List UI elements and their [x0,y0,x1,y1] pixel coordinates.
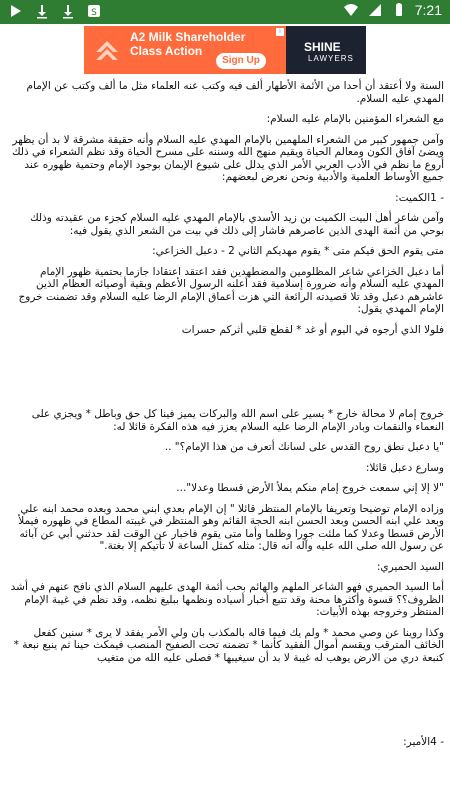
play-store-icon [8,3,24,19]
paragraph: السنة ولا أعتقد أن أحدا من الأئمة الأطهار ألف فيه وكتب عنه العلماء مثل ما ألف وكتب عن الإمام المهدي عليه السلام. [26,80,444,105]
article-content [6,80,444,757]
ad-brand-logo [286,26,366,74]
paragraph: وآمن جمهور كبير من الشعراء الملهمين بالإمام المهدي عليه السلام وأنه حقيقة مشرقة لا بد أن يظهر ويضئ آفاق الكون ومعالم الحياة ويقيم منهج الله وسننه على مسرح الحياة وقد نظم الشعراء في ذلك أروع ما نظم في الأدب العربي الأمر الذي يدلل على شيوع الإيمان بوجود الإمام وحتمية ظهوره عند جميع الأوساط العلمية والأدبية ونحن نعرض لبعضهم: [11,133,444,183]
status-bar [0,0,450,24]
section-heading: السيد الحميري: [376,560,444,573]
battery-icon [391,2,407,18]
svg-text:S: S [91,8,97,18]
wifi-icon [343,2,359,18]
paragraph: وآمن شاعر أهل البيت الكميت بن زيد الأسدي بالإمام المهدي عليه السلام كجزء من عقيدته وذلك بوحي من أئمة الهدى الذين عاصرهم فاشار إلى ذلك في بيت من الشعر الذي يقول فيه: [30,212,444,237]
poem-line: وكذا روينا عن وصي محمد * ولم يك فيما قاله بالمكذب بان ولي الأمر يفقد لا يرى * سنين كفعل الخائف المترقب ويقسم أموال الفقيد كأنما * تضمنه تحت الصفيح المنصب فيمكث حينا ثم ينبع نبعة * كنبعة دري من الارض يوهب له غيبة لا بد أن سيغيبها * فصلى عليه الله من متغيب [13,626,444,664]
blank-space [6,672,444,736]
signal-icon [367,2,383,18]
ad-title-line1: A2 Milk Shareholder [130,30,246,44]
section-heading: - 4الأمير: [403,736,444,748]
app-icon [86,3,102,19]
ad-signup-button[interactable]: Sign Up [216,53,266,69]
paragraph: خروج إمام لا محالة خارج * يسير على اسم الله والبركات يميز فينا كل حق وباطل * ويجزي على النعماء والنقمات وبادر الإمام الرضا عليه السلام يعزز فيه هذه الفكرة قائلا له: [31,408,444,433]
section-heading: مع الشعراء المؤمنين بالإمام عليه السلام: [266,113,444,125]
quote: "يا دعبل نطق روح القدس على لسانك أتعرف من هذا الإمام؟" .. [164,441,444,453]
ad-title-line2: Class Action [130,44,203,58]
download-icon [60,3,76,19]
poem-line: فلولا الذي أرجوه في اليوم أو غد * لقطع قلبي أثركم حسرات [181,323,444,336]
quote: "لا إلا إني سمعت خروج إمام منكم يملأ الأرض قسطا وعدلا"... [176,482,444,494]
ad-brand-line1: SHINE [304,40,341,54]
blank-space [6,344,444,408]
ad-info-icon[interactable]: i [276,28,284,36]
section-heading: - 1الكميت: [395,191,444,204]
ad-brand-line2: LAWYERS [308,54,354,63]
download-icon [34,3,50,19]
paragraph: وزاده الإمام توضيحا وتعريفا بالإمام المنتظر قائلا " إن الإمام بعدي ابني محمد وبعده محمد ابنه علي وبعد علي ابنه الحسن وبعد الحسن ابنه الحجة القائم وهو المنتظر في غيبته المطاع في ظهوره فيملأ الأرض قسطا وعدلا كما ملئت جورا وظلما وأما متى يقوم فاخبار عن الوقت لقد حدثني أبي عن آبائه عن رسول الله صلى الله عليه وآله انه قال: مثله كمثل الساعة لا تأتيكم إلا بغتة." [18,502,444,552]
clock: 7:21 [414,2,442,18]
ad-arrow-icon [90,32,124,66]
paragraph: وسارع دعبل قائلا: [365,461,444,474]
paragraph: أما دعبل الخزاعي شاعر المظلومين والمضطهدين فقد اعتقد اعتقادا جازما بحتمية ظهور الإمام المهدي عليه السلام وأنه ضرورة إسلامية فقد أعلنه الرسول الأعظم وبقية أوصيائه العظام الذين عاشرهم دعبل وقد تلا قصيدته الرائعة التي هزت أعماق الإمام الرضا عليه السلام وقد تضمنت خروج الإمام المهدي يقول: [18,265,444,315]
poem-line: متى يقوم الحق فيكم متى * يقوم مهديكم الثاني 2 - دعبل الخزاعي: [152,245,444,257]
ad-banner[interactable] [84,26,366,74]
paragraph: أما السيد الحميري فهو الشاعر الملهم والهائم بحب أئمة الهدى عليهم السلام الذي نافح عنهم في أشد الظروف؟؟ قسوة وأكثرها محنة وقد تتبع أخبار أسياده ونظمها ببليغ نظمه، وقد نظم في غيبة الإمام المنتظر وخروجه بهذه الأبيات: [10,581,444,618]
